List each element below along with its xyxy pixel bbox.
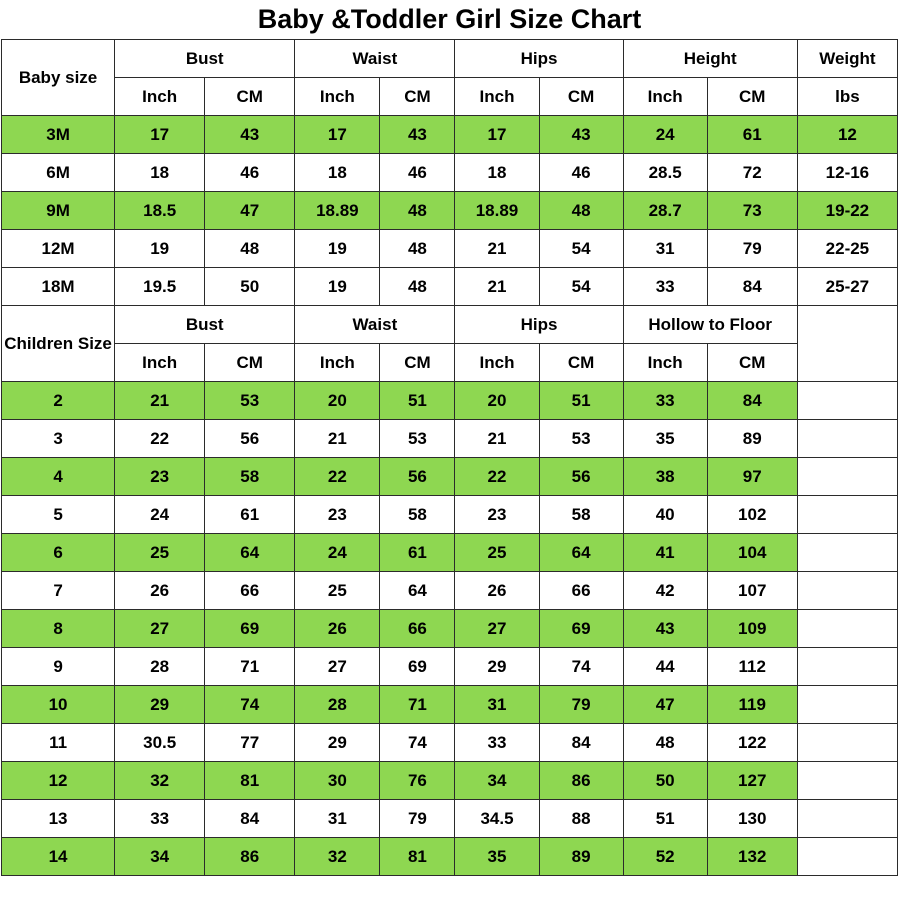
cell-hips-inch: 21	[455, 420, 539, 458]
cell-height-inch: 31	[623, 230, 707, 268]
cell-hips-cm: 74	[539, 648, 623, 686]
cell-empty	[797, 724, 897, 762]
cell-waist-cm: 76	[380, 762, 455, 800]
cell-waist-cm: 64	[380, 572, 455, 610]
children-unit-hips-inch: Inch	[455, 344, 539, 382]
cell-hips-cm: 64	[539, 534, 623, 572]
cell-height-cm: 79	[707, 230, 797, 268]
cell-hollow-inch: 40	[623, 496, 707, 534]
cell-bust-inch: 23	[115, 458, 205, 496]
baby-group-weight: Weight	[797, 40, 897, 78]
row-size: 6M	[2, 154, 115, 192]
children-group-waist: Waist	[295, 306, 455, 344]
cell-bust-inch: 18	[115, 154, 205, 192]
cell-height-inch: 24	[623, 116, 707, 154]
table-row	[2, 268, 898, 306]
cell-bust-cm: 69	[205, 610, 295, 648]
cell-hips-inch: 18	[455, 154, 539, 192]
cell-bust-inch: 32	[115, 762, 205, 800]
cell-bust-inch: 29	[115, 686, 205, 724]
children-empty-header	[797, 306, 897, 382]
cell-waist-cm: 56	[380, 458, 455, 496]
cell-hips-cm: 89	[539, 838, 623, 876]
cell-hollow-inch: 43	[623, 610, 707, 648]
cell-hips-inch: 33	[455, 724, 539, 762]
cell-hips-inch: 23	[455, 496, 539, 534]
children-unit-waist-cm: CM	[380, 344, 455, 382]
cell-waist-cm: 71	[380, 686, 455, 724]
cell-hips-cm: 48	[539, 192, 623, 230]
cell-empty	[797, 458, 897, 496]
row-size: 2	[2, 382, 115, 420]
table-row	[2, 838, 898, 876]
cell-empty	[797, 800, 897, 838]
cell-bust-cm: 48	[205, 230, 295, 268]
cell-hips-cm: 56	[539, 458, 623, 496]
cell-bust-cm: 64	[205, 534, 295, 572]
cell-hollow-inch: 42	[623, 572, 707, 610]
baby-unit-header-row	[2, 78, 898, 116]
cell-empty	[797, 382, 897, 420]
cell-weight-lbs: 19-22	[797, 192, 897, 230]
row-size: 3M	[2, 116, 115, 154]
cell-empty	[797, 572, 897, 610]
table-row	[2, 192, 898, 230]
cell-hollow-cm: 122	[707, 724, 797, 762]
cell-hollow-cm: 132	[707, 838, 797, 876]
cell-bust-cm: 84	[205, 800, 295, 838]
cell-bust-inch: 27	[115, 610, 205, 648]
cell-hips-inch: 34	[455, 762, 539, 800]
children-unit-hollow-cm: CM	[707, 344, 797, 382]
cell-bust-inch: 33	[115, 800, 205, 838]
cell-hips-cm: 43	[539, 116, 623, 154]
cell-bust-cm: 74	[205, 686, 295, 724]
children-unit-bust-inch: Inch	[115, 344, 205, 382]
cell-waist-cm: 61	[380, 534, 455, 572]
cell-height-inch: 28.7	[623, 192, 707, 230]
cell-bust-cm: 71	[205, 648, 295, 686]
cell-hips-cm: 54	[539, 268, 623, 306]
cell-empty	[797, 420, 897, 458]
children-group-hollow-to-floor: Hollow to Floor	[623, 306, 797, 344]
cell-bust-inch: 24	[115, 496, 205, 534]
children-unit-bust-cm: CM	[205, 344, 295, 382]
baby-unit-hips-cm: CM	[539, 78, 623, 116]
cell-hips-cm: 53	[539, 420, 623, 458]
cell-empty	[797, 762, 897, 800]
cell-bust-inch: 18.5	[115, 192, 205, 230]
table-row	[2, 572, 898, 610]
cell-bust-inch: 19.5	[115, 268, 205, 306]
cell-bust-inch: 17	[115, 116, 205, 154]
children-unit-header-row	[2, 344, 898, 382]
baby-unit-height-cm: CM	[707, 78, 797, 116]
cell-hollow-cm: 102	[707, 496, 797, 534]
children-group-header-row	[2, 306, 898, 344]
cell-hips-inch: 21	[455, 268, 539, 306]
row-size: 5	[2, 496, 115, 534]
cell-height-cm: 84	[707, 268, 797, 306]
cell-weight-lbs: 12-16	[797, 154, 897, 192]
cell-waist-inch: 26	[295, 610, 380, 648]
cell-waist-inch: 21	[295, 420, 380, 458]
cell-hips-cm: 84	[539, 724, 623, 762]
cell-bust-cm: 58	[205, 458, 295, 496]
cell-hollow-inch: 50	[623, 762, 707, 800]
cell-hips-inch: 35	[455, 838, 539, 876]
cell-hips-inch: 29	[455, 648, 539, 686]
table-row	[2, 534, 898, 572]
cell-bust-inch: 34	[115, 838, 205, 876]
cell-waist-inch: 19	[295, 230, 380, 268]
table-row	[2, 648, 898, 686]
cell-waist-inch: 29	[295, 724, 380, 762]
cell-hips-inch: 27	[455, 610, 539, 648]
cell-hips-cm: 66	[539, 572, 623, 610]
cell-hollow-inch: 52	[623, 838, 707, 876]
cell-bust-inch: 21	[115, 382, 205, 420]
table-row	[2, 496, 898, 534]
cell-hips-inch: 22	[455, 458, 539, 496]
cell-hollow-cm: 119	[707, 686, 797, 724]
table-row	[2, 230, 898, 268]
row-size: 11	[2, 724, 115, 762]
cell-hollow-inch: 38	[623, 458, 707, 496]
page-title: Baby &Toddler Girl Size Chart	[257, 4, 642, 34]
cell-bust-cm: 46	[205, 154, 295, 192]
cell-bust-inch: 30.5	[115, 724, 205, 762]
baby-unit-bust-cm: CM	[205, 78, 295, 116]
cell-bust-cm: 61	[205, 496, 295, 534]
cell-bust-inch: 22	[115, 420, 205, 458]
cell-hollow-cm: 109	[707, 610, 797, 648]
table-row	[2, 154, 898, 192]
cell-bust-cm: 81	[205, 762, 295, 800]
table-row	[2, 800, 898, 838]
cell-bust-inch: 26	[115, 572, 205, 610]
cell-bust-cm: 86	[205, 838, 295, 876]
cell-hips-cm: 86	[539, 762, 623, 800]
table-row	[2, 458, 898, 496]
cell-waist-inch: 20	[295, 382, 380, 420]
cell-hips-cm: 88	[539, 800, 623, 838]
baby-group-header-row	[2, 40, 898, 78]
row-size: 18M	[2, 268, 115, 306]
cell-empty	[797, 648, 897, 686]
children-unit-hollow-inch: Inch	[623, 344, 707, 382]
cell-waist-inch: 19	[295, 268, 380, 306]
row-size: 14	[2, 838, 115, 876]
cell-hips-cm: 54	[539, 230, 623, 268]
table-row	[2, 116, 898, 154]
cell-empty	[797, 838, 897, 876]
cell-waist-cm: 81	[380, 838, 455, 876]
row-size: 9M	[2, 192, 115, 230]
cell-hips-cm: 51	[539, 382, 623, 420]
cell-waist-cm: 66	[380, 610, 455, 648]
cell-waist-cm: 79	[380, 800, 455, 838]
cell-waist-inch: 28	[295, 686, 380, 724]
cell-waist-inch: 18	[295, 154, 380, 192]
cell-empty	[797, 496, 897, 534]
cell-height-inch: 28.5	[623, 154, 707, 192]
cell-waist-inch: 17	[295, 116, 380, 154]
cell-waist-cm: 69	[380, 648, 455, 686]
table-row	[2, 610, 898, 648]
cell-hollow-inch: 44	[623, 648, 707, 686]
cell-waist-inch: 31	[295, 800, 380, 838]
baby-unit-height-inch: Inch	[623, 78, 707, 116]
cell-bust-cm: 50	[205, 268, 295, 306]
row-size: 9	[2, 648, 115, 686]
cell-weight-lbs: 25-27	[797, 268, 897, 306]
cell-waist-inch: 27	[295, 648, 380, 686]
cell-bust-cm: 56	[205, 420, 295, 458]
cell-hollow-cm: 97	[707, 458, 797, 496]
cell-hips-inch: 18.89	[455, 192, 539, 230]
cell-waist-inch: 24	[295, 534, 380, 572]
table-row	[2, 762, 898, 800]
cell-bust-cm: 43	[205, 116, 295, 154]
table-row	[2, 724, 898, 762]
cell-weight-lbs: 22-25	[797, 230, 897, 268]
children-group-bust: Bust	[115, 306, 295, 344]
children-size-header: Children Size	[2, 306, 115, 382]
cell-waist-inch: 18.89	[295, 192, 380, 230]
baby-group-hips: Hips	[455, 40, 623, 78]
cell-bust-cm: 47	[205, 192, 295, 230]
baby-unit-hips-inch: Inch	[455, 78, 539, 116]
cell-waist-cm: 74	[380, 724, 455, 762]
cell-waist-inch: 23	[295, 496, 380, 534]
cell-hips-inch: 26	[455, 572, 539, 610]
cell-hollow-cm: 130	[707, 800, 797, 838]
row-size: 3	[2, 420, 115, 458]
cell-hips-cm: 58	[539, 496, 623, 534]
row-size: 4	[2, 458, 115, 496]
baby-group-waist: Waist	[295, 40, 455, 78]
cell-hips-cm: 46	[539, 154, 623, 192]
cell-hollow-cm: 89	[707, 420, 797, 458]
cell-bust-inch: 28	[115, 648, 205, 686]
cell-hollow-inch: 48	[623, 724, 707, 762]
cell-waist-cm: 58	[380, 496, 455, 534]
cell-hollow-inch: 35	[623, 420, 707, 458]
table-row	[2, 686, 898, 724]
cell-hollow-cm: 127	[707, 762, 797, 800]
size-chart-table	[1, 39, 898, 876]
cell-waist-cm: 48	[380, 230, 455, 268]
cell-hollow-cm: 107	[707, 572, 797, 610]
cell-height-cm: 72	[707, 154, 797, 192]
baby-group-bust: Bust	[115, 40, 295, 78]
baby-unit-bust-inch: Inch	[115, 78, 205, 116]
children-unit-hips-cm: CM	[539, 344, 623, 382]
cell-empty	[797, 686, 897, 724]
cell-hollow-inch: 41	[623, 534, 707, 572]
baby-group-height: Height	[623, 40, 797, 78]
baby-unit-waist-inch: Inch	[295, 78, 380, 116]
cell-empty	[797, 534, 897, 572]
cell-weight-lbs: 12	[797, 116, 897, 154]
cell-hips-inch: 17	[455, 116, 539, 154]
cell-bust-inch: 25	[115, 534, 205, 572]
cell-hips-inch: 21	[455, 230, 539, 268]
row-size: 10	[2, 686, 115, 724]
cell-height-inch: 33	[623, 268, 707, 306]
cell-hips-cm: 69	[539, 610, 623, 648]
cell-bust-cm: 53	[205, 382, 295, 420]
baby-unit-weight-lbs: lbs	[797, 78, 897, 116]
cell-waist-cm: 51	[380, 382, 455, 420]
cell-height-cm: 73	[707, 192, 797, 230]
children-group-hips: Hips	[455, 306, 623, 344]
cell-hips-inch: 31	[455, 686, 539, 724]
cell-bust-cm: 66	[205, 572, 295, 610]
cell-waist-cm: 48	[380, 268, 455, 306]
cell-hollow-cm: 84	[707, 382, 797, 420]
cell-hollow-inch: 33	[623, 382, 707, 420]
cell-waist-inch: 30	[295, 762, 380, 800]
children-unit-waist-inch: Inch	[295, 344, 380, 382]
cell-waist-cm: 46	[380, 154, 455, 192]
baby-unit-waist-cm: CM	[380, 78, 455, 116]
cell-bust-inch: 19	[115, 230, 205, 268]
cell-bust-cm: 77	[205, 724, 295, 762]
cell-waist-cm: 48	[380, 192, 455, 230]
row-size: 12M	[2, 230, 115, 268]
cell-hollow-cm: 104	[707, 534, 797, 572]
cell-hips-cm: 79	[539, 686, 623, 724]
table-row	[2, 420, 898, 458]
cell-waist-inch: 22	[295, 458, 380, 496]
table-body	[2, 40, 898, 876]
cell-hips-inch: 20	[455, 382, 539, 420]
row-size: 7	[2, 572, 115, 610]
baby-size-header: Baby size	[2, 40, 115, 116]
row-size: 12	[2, 762, 115, 800]
cell-waist-inch: 25	[295, 572, 380, 610]
table-row	[2, 382, 898, 420]
row-size: 6	[2, 534, 115, 572]
cell-waist-cm: 43	[380, 116, 455, 154]
cell-hollow-inch: 47	[623, 686, 707, 724]
cell-waist-inch: 32	[295, 838, 380, 876]
cell-hollow-cm: 112	[707, 648, 797, 686]
row-size: 8	[2, 610, 115, 648]
cell-hips-inch: 34.5	[455, 800, 539, 838]
cell-empty	[797, 610, 897, 648]
row-size: 13	[2, 800, 115, 838]
cell-waist-cm: 53	[380, 420, 455, 458]
cell-hips-inch: 25	[455, 534, 539, 572]
cell-height-cm: 61	[707, 116, 797, 154]
cell-hollow-inch: 51	[623, 800, 707, 838]
